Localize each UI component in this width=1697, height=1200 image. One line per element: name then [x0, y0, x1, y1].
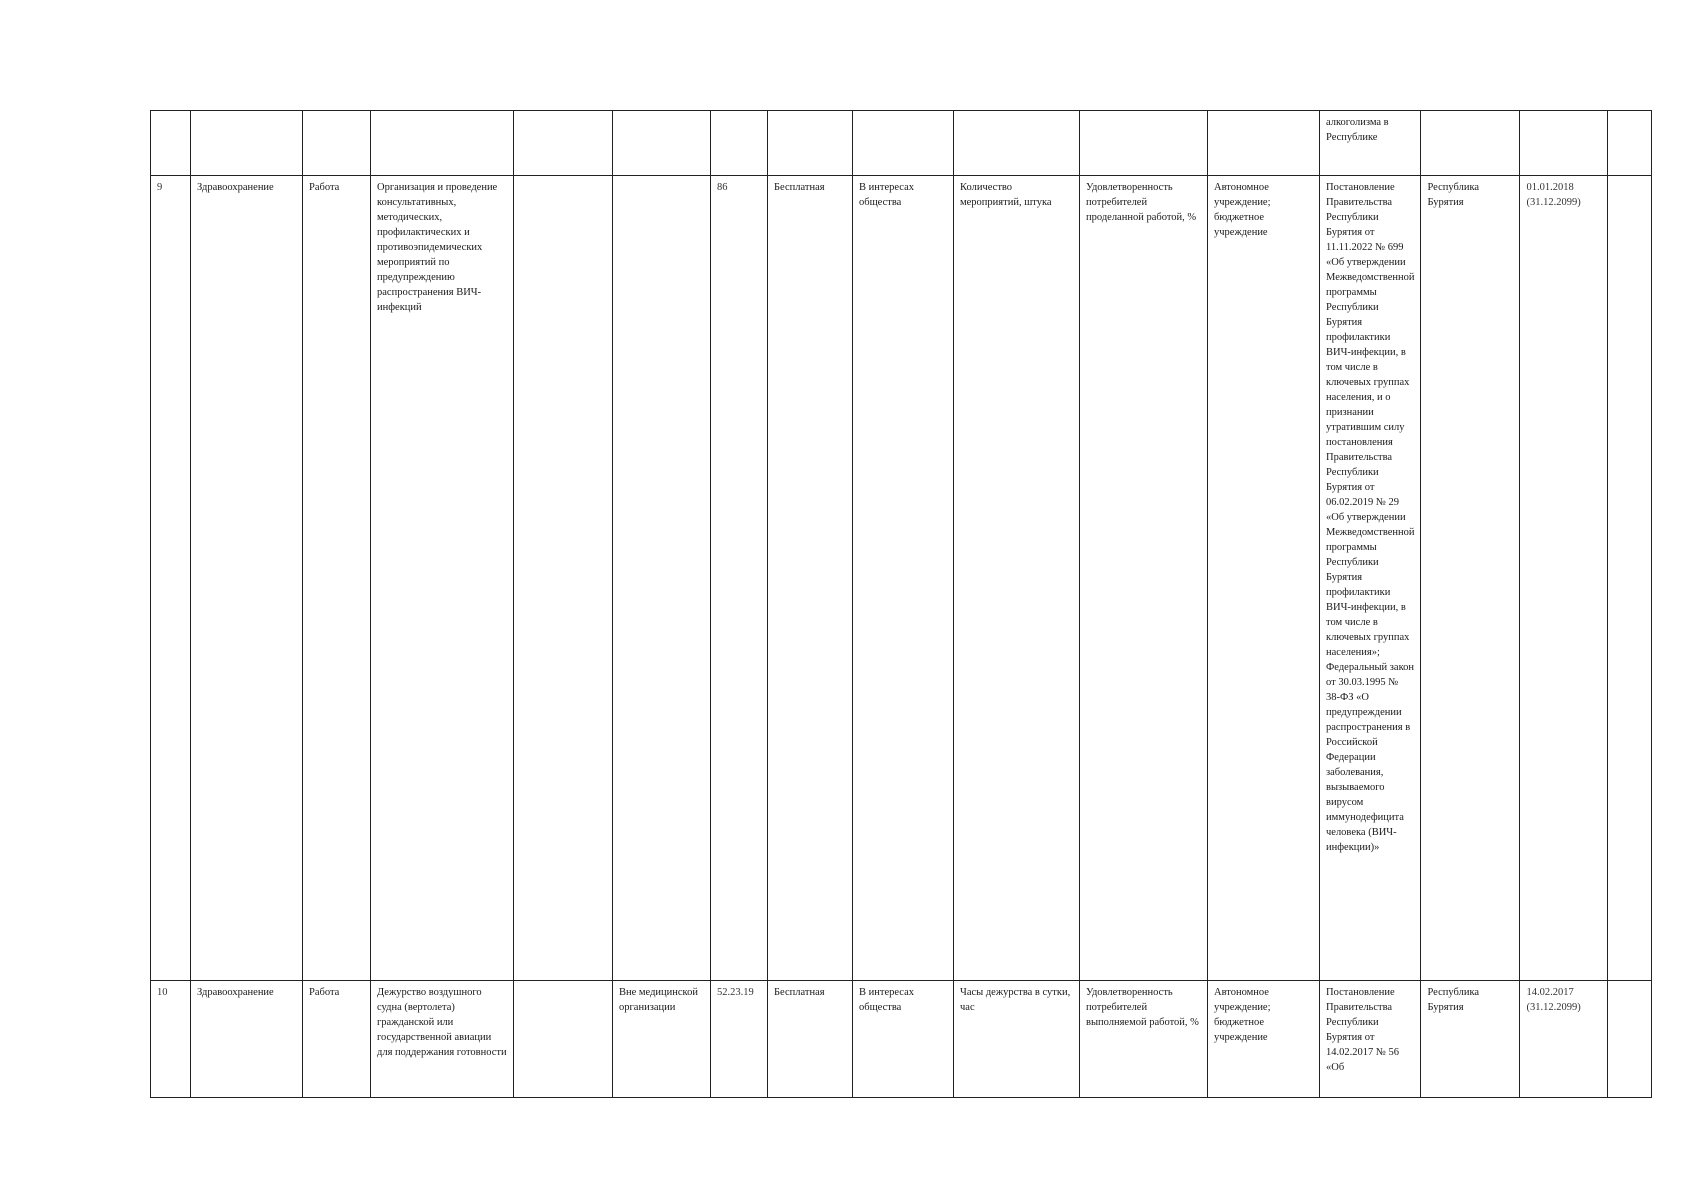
provider-cell: Автономное учреждение; бюджетное учреждение [1208, 981, 1320, 1098]
provider-cell: Автономное учреждение; бюджетное учреждение [1208, 176, 1320, 981]
region-cell: Республика Бурятия [1421, 981, 1520, 1098]
dates-cell: 01.01.2018 (31.12.2099) [1520, 176, 1608, 981]
quality-cell: Удовлетворенность потребителей выполняемой работой, % [1080, 981, 1208, 1098]
registry-table [150, 110, 1652, 1098]
sector-cell: Здравоохранение [191, 981, 303, 1098]
table-row [151, 981, 1652, 1098]
kind-cell: Работа [303, 176, 371, 981]
legal-basis-cell: Постановление Правительства Республики Бурятия от 14.02.2017 № 56 «Об [1320, 981, 1421, 1098]
name-cell: Дежурство воздушного судна (вертолета) гражданской или государственной авиации для поддержания готовности [371, 981, 514, 1098]
quality-cell: Удовлетворенность потребителей проделанной работой, % [1080, 176, 1208, 981]
region-cell: Республика Бурятия [1421, 176, 1520, 981]
name-cell: Организация и проведение консультативных, методических, профилактических и противоэпидемических мероприятий по предупреждению распространения ВИЧ-инфекций [371, 176, 514, 981]
row-number-cell: 9 [151, 176, 191, 981]
condition-cell [613, 176, 711, 981]
last-cell [1608, 981, 1652, 1098]
last-cell [1608, 176, 1652, 981]
dates-cell: 14.02.2017 (31.12.2099) [1520, 981, 1608, 1098]
legal-basis-cell: Постановление Правительства Республики Бурятия от 11.11.2022 № 699 «Об утверждении Межведомственной программы Республики Бурятия профилактики ВИЧ-инфекции, в том числе в ключевых группах населения, и о признании утратившим силу постановления Правительства Республики Бурятия от 06.02.2019 № 29 «Об утверждении Межведомственной программы Республики Бурятия профилактики ВИЧ-инфекции, в том числе в ключевых группах населения»; Федеральный закон от 30.03.1995 № 38-ФЗ «О предупреждении распространения в Российской Федерации заболевания, вызываемого вирусом иммунодефицита человека (ВИЧ-инфекции)» [1320, 176, 1421, 981]
table-row [151, 111, 1652, 176]
payment-cell: Бесплатная [768, 176, 853, 981]
volume-cell: Количество мероприятий, штука [954, 176, 1080, 981]
blank-cell [514, 176, 613, 981]
interest-cell: В интересах общества [853, 981, 954, 1098]
sector-cell: Здравоохранение [191, 176, 303, 981]
payment-cell: Бесплатная [768, 981, 853, 1098]
kind-cell: Работа [303, 981, 371, 1098]
condition-cell: Вне медицинской организации [613, 981, 711, 1098]
interest-cell: В интересах общества [853, 176, 954, 981]
blank-cell [514, 981, 613, 1098]
volume-cell: Часы дежурства в сутки, час [954, 981, 1080, 1098]
table-row [151, 176, 1652, 981]
code-cell: 86 [711, 176, 768, 981]
code-cell: 52.23.19 [711, 981, 768, 1098]
legal-basis-cell: алкоголизма в Республике [1320, 111, 1421, 176]
row-number-cell: 10 [151, 981, 191, 1098]
